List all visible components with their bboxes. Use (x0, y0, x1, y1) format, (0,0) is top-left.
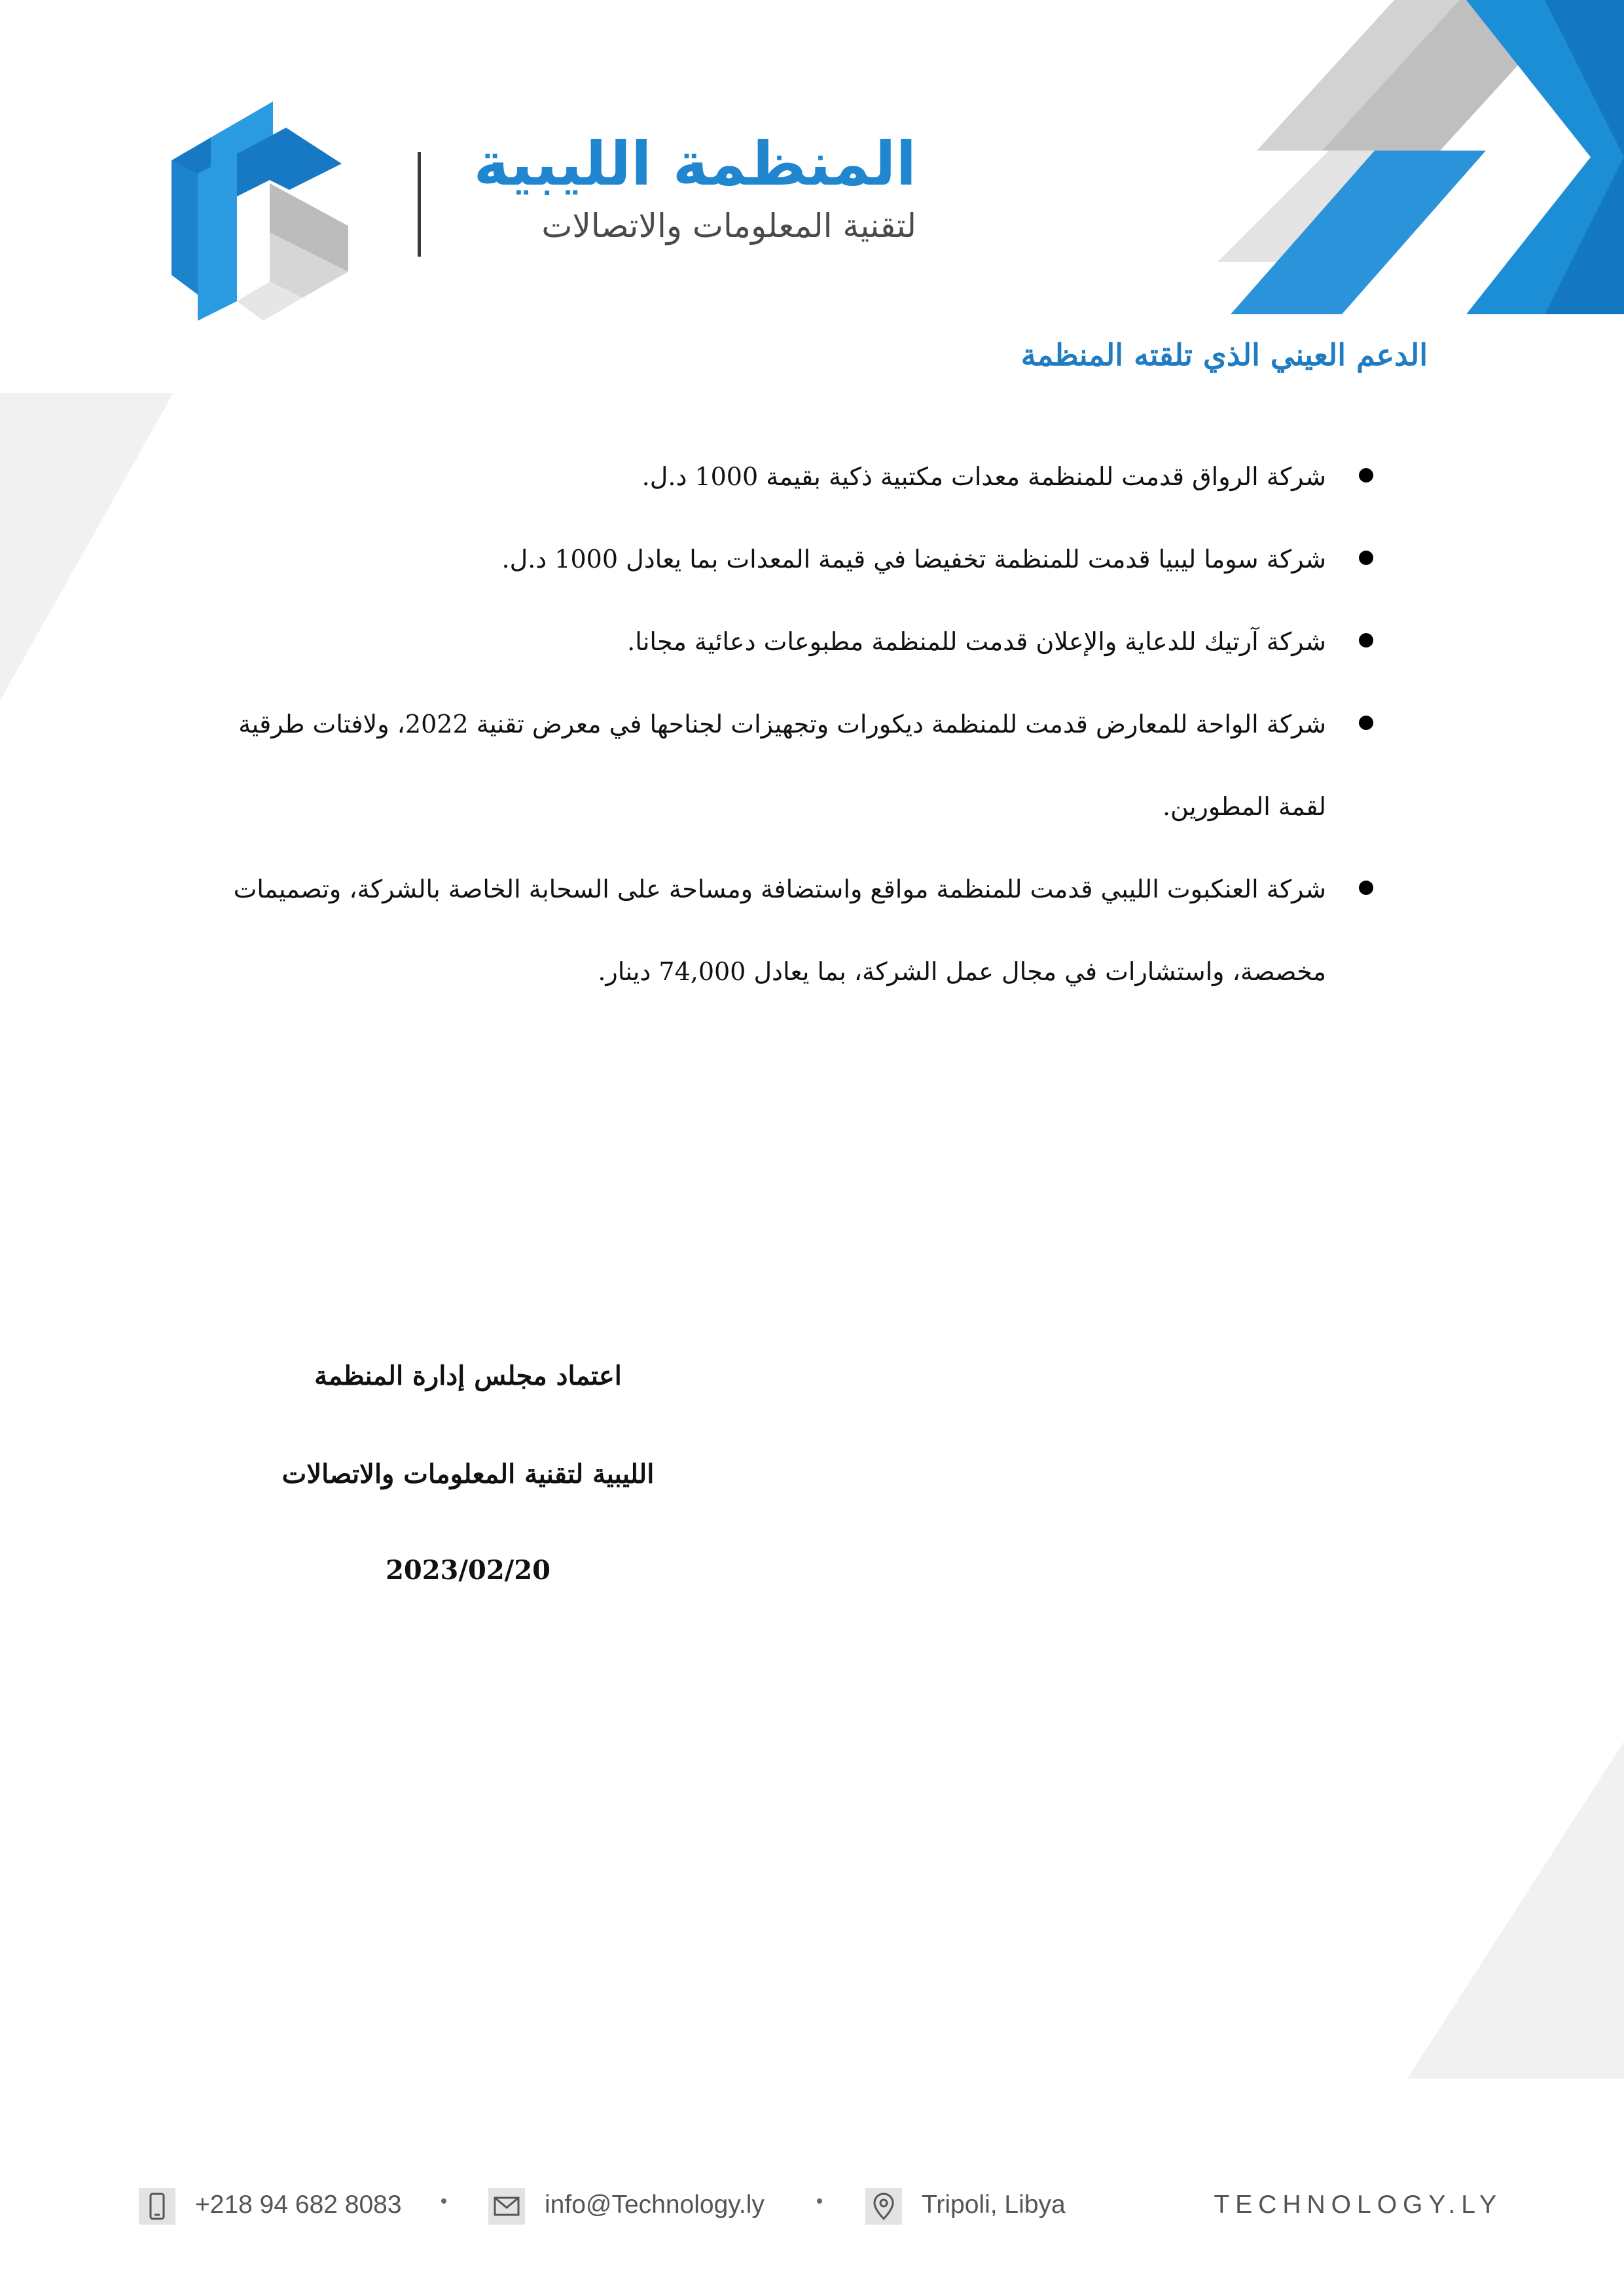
bottom-right-decoration (1407, 1741, 1624, 2082)
footer-website[interactable]: TECHNOLOGY.LY (1214, 2191, 1502, 2219)
location-pin-icon (865, 2188, 902, 2225)
list-item-text: شركة سوما ليبيا قدمت للمنظمة تخفيضا في قيمة المعدات بما يعادل 1000 د.ل. (501, 545, 1326, 574)
bullet-icon (1359, 468, 1373, 483)
footer-separator (817, 2198, 822, 2204)
list-item (200, 518, 1326, 600)
left-side-decoration (0, 393, 177, 707)
footer-separator (441, 2198, 446, 2204)
bullet-icon (1359, 551, 1373, 565)
list-item (200, 848, 1326, 1013)
footer-email[interactable]: info@Technology.ly (545, 2191, 765, 2219)
bullet-icon (1359, 716, 1373, 730)
list-item (200, 683, 1326, 848)
list-item (200, 600, 1326, 683)
list-item-text: شركة الواحة للمعارض قدمت للمنظمة ديكورات وتجهيزات لجناحها في معرض تقنية 2022، ولافتات طرقية لقمة المطورين. (238, 710, 1326, 821)
bullet-icon (1359, 881, 1373, 895)
list-item-text: شركة آرتيك للدعاية والإعلان قدمت للمنظمة مطبوعات دعائية مجانا. (627, 627, 1326, 656)
list-item (200, 435, 1326, 518)
logo-divider (418, 152, 421, 257)
top-right-decoration (1178, 0, 1624, 314)
approval-line: اعتماد مجلس إدارة المنظمة (314, 1360, 622, 1391)
mail-icon (488, 2188, 525, 2225)
bullet-icon (1359, 633, 1373, 647)
list-item-text: شركة الرواق قدمت للمنظمة معدات مكتبية ذكية بقيمة 1000 د.ل. (641, 462, 1326, 491)
footer-location: Tripoli, Libya (922, 2191, 1066, 2219)
organization-name: المنظمة الليبية (473, 129, 916, 199)
section-title: الدعم العيني الذي تلقته المنظمة (1020, 337, 1428, 373)
organization-subtitle: لتقنية المعلومات والاتصالات (541, 207, 916, 245)
footer (0, 2174, 1624, 2232)
list-item-text: شركة العنكبوت الليبي قدمت للمنظمة مواقع واستضافة ومساحة على السحابة الخاصة بالشركة، وتصميمات مخصصة، واستشارات في مجال عمل الشركة، بما يعادل 74,000 دينار. (233, 875, 1326, 986)
organization-logo-mark (171, 98, 361, 327)
in-kind-support-list (200, 435, 1326, 1013)
footer-phone[interactable]: +218 94 682 8083 (195, 2191, 402, 2219)
phone-icon (139, 2188, 175, 2225)
approval-organization: الليبية لتقنية المعلومات والاتصالات (281, 1459, 655, 1489)
approval-date: 2023/02/20 (386, 1555, 550, 1586)
